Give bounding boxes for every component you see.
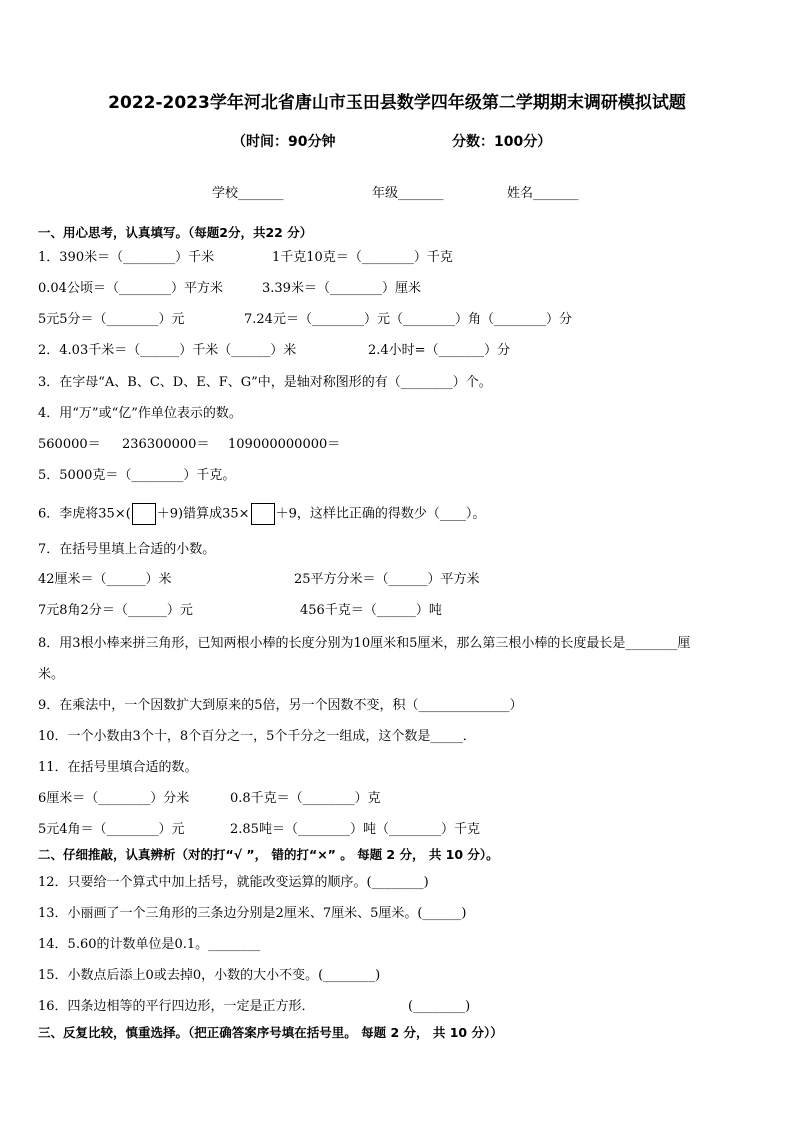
section-2-heading: 二、仔细推敲，认真辨析（对的打“√ ”， 错的打“×” 。 每题 2 分， 共 10 分）。 bbox=[38, 847, 499, 862]
question-3: 3．在字母“A、B、C、D、E、F、G”中，是轴对称图形的有（________）个。 bbox=[38, 375, 492, 390]
question-4b: 236300000＝ bbox=[122, 437, 210, 452]
exam-time: （时间：90分钟 bbox=[232, 134, 336, 150]
section-3-heading: 三、反复比较，慎重选择。（把正确答案序号填在括号里。 每题 2 分， 共 10 分）） bbox=[38, 1025, 503, 1040]
question-16-answer: (________) bbox=[408, 999, 471, 1014]
question-16: 16．四条边相等的平行四边形，一定是正方形． bbox=[38, 999, 315, 1014]
question-7: 7．在括号里填上合适的小数。 bbox=[38, 542, 216, 557]
question-1e: 5元5分＝（________）元 bbox=[38, 312, 185, 327]
question-7a: 42厘米＝（______）米 bbox=[38, 572, 172, 587]
question-2b: 2.4小时=（_______）分 bbox=[368, 343, 511, 358]
question-1f: 7.24元＝（________）元（________）角（________）分 bbox=[244, 312, 572, 327]
page-title: 2022-2023学年河北省唐山市玉田县数学四年级第二学期期末调研模拟试题 bbox=[108, 93, 686, 113]
question-11: 11．在括号里填合适的数。 bbox=[38, 760, 198, 775]
question-13: 13．小丽画了一个三角形的三条边分别是2厘米、7厘米、5厘米。(______) bbox=[38, 906, 467, 921]
exam-score: 分数：100分） bbox=[452, 134, 552, 150]
question-1a: 1．390米＝（________）千米 bbox=[38, 250, 215, 265]
question-6-part-c: ＋9，这样比正确的得数少（____）。 bbox=[275, 506, 486, 522]
question-6-part-a: 6．李虎将35×( bbox=[38, 506, 131, 522]
question-11b: 0.8千克＝（________）克 bbox=[230, 791, 381, 806]
section-1-heading: 一、用心思考，认真填写。（每题2分，共22 分） bbox=[38, 225, 313, 240]
question-14: 14．5.60的计数单位是0.1。________ bbox=[38, 937, 261, 952]
question-1c: 0.04公顷＝（________）平方米 bbox=[38, 281, 223, 296]
question-11d: 2.85吨＝（________）吨（________）千克 bbox=[230, 822, 480, 837]
question-1d: 3.39米＝（________）厘米 bbox=[262, 281, 421, 296]
question-8a: 8．用3根小棒来拼三角形，已知两根小棒的长度分别为10厘米和5厘米，那么第三根小棒的长度最长是________厘 bbox=[38, 636, 691, 651]
question-5: 5．5000克＝（________）千克。 bbox=[38, 468, 236, 483]
question-4: 4．用“万”或“亿”作单位表示的数。 bbox=[38, 406, 242, 421]
question-11c: 5元4角＝（________）元 bbox=[38, 822, 185, 837]
school-field: 学校_______ bbox=[212, 186, 284, 201]
question-4a: 560000＝ bbox=[38, 437, 101, 452]
answer-box[interactable] bbox=[132, 503, 156, 525]
question-2a: 2．4.03千米＝（______）千米（______）米 bbox=[38, 343, 297, 358]
question-10: 10．一个小数由3个十，8个百分之一，5个千分之一组成，这个数是_____． bbox=[38, 729, 476, 744]
name-field: 姓名_______ bbox=[507, 186, 579, 201]
question-8b: 米。 bbox=[38, 667, 65, 682]
question-9: 9．在乘法中，一个因数扩大到原来的5倍，另一个因数不变，积（______________） bbox=[38, 698, 523, 713]
grade-field: 年级_______ bbox=[372, 186, 444, 201]
question-1b: 1千克10克＝（________）千克 bbox=[272, 250, 453, 265]
question-7d: 456千克＝（______）吨 bbox=[300, 603, 442, 618]
question-6-part-b: ＋9)错算成35× bbox=[156, 506, 250, 522]
question-12: 12．只要给一个算式中加上括号，就能改变运算的顺序。(________) bbox=[38, 875, 429, 890]
question-7b: 25平方分米＝（______）平方米 bbox=[294, 572, 480, 587]
question-4c: 109000000000＝ bbox=[228, 437, 341, 452]
question-7c: 7元8角2分＝（______）元 bbox=[38, 603, 193, 618]
answer-box[interactable] bbox=[251, 503, 275, 525]
question-15: 15．小数点后添上0或去掉0，小数的大小不变。(________) bbox=[38, 968, 381, 983]
question-6 bbox=[38, 503, 485, 526]
question-11a: 6厘米＝（________）分米 bbox=[38, 791, 190, 806]
